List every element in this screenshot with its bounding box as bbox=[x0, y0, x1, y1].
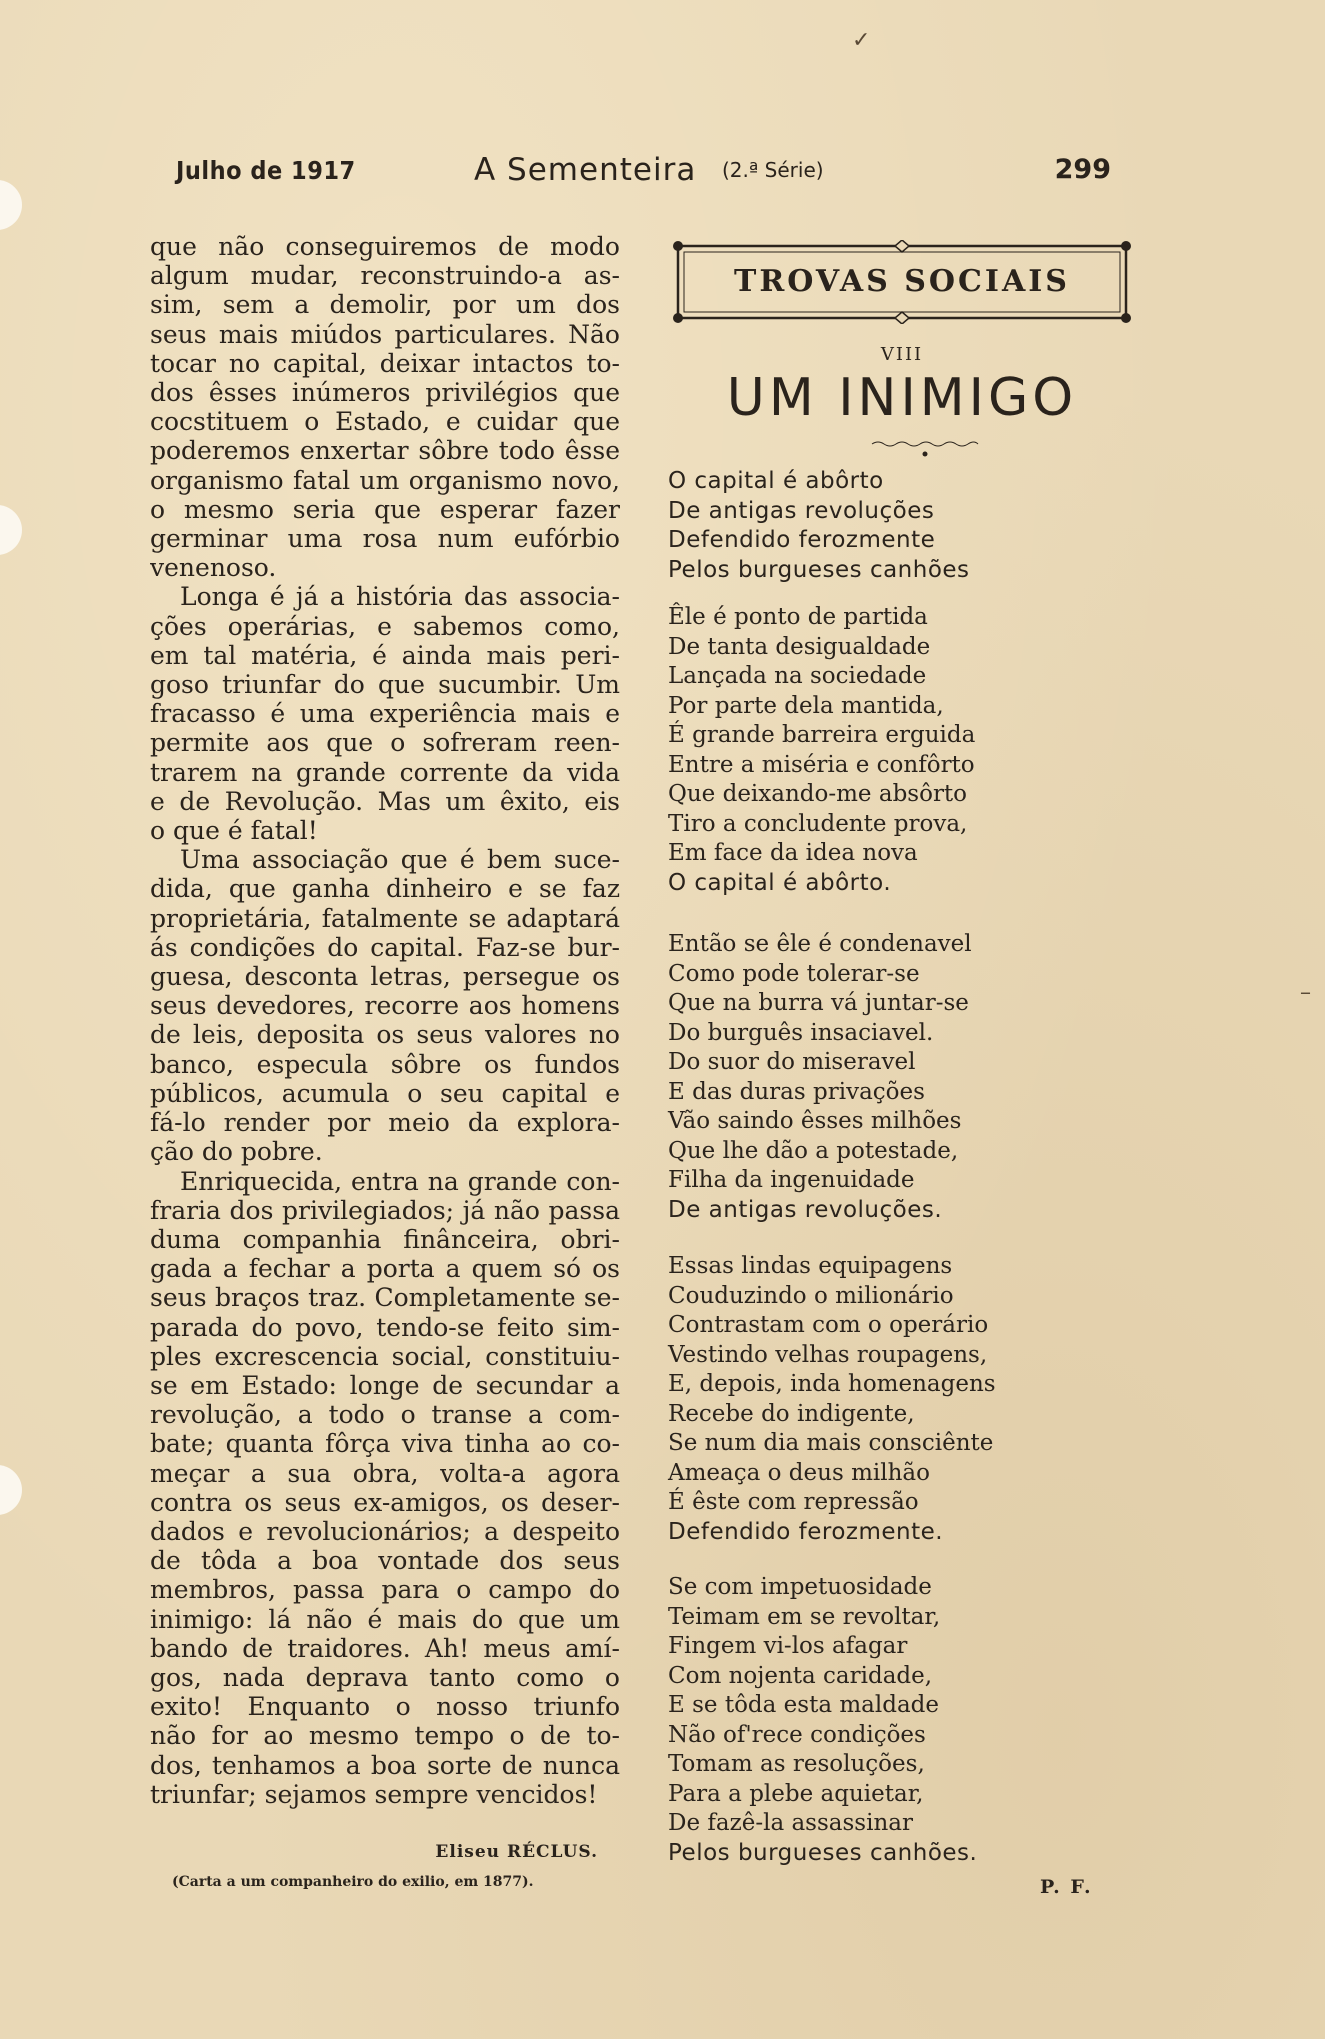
poem-verse: E, depois, inda homenagens bbox=[668, 1371, 996, 1397]
header-title: A Sementeira bbox=[474, 152, 697, 188]
article-paragraph bbox=[150, 232, 620, 582]
article-line: goso triunfar do que sucumbir. Um bbox=[150, 670, 620, 700]
poem-verse: De fazê-la assassinar bbox=[668, 1810, 913, 1836]
article-paragraph bbox=[150, 582, 620, 845]
article-paragraph bbox=[150, 1167, 620, 1809]
article-line: guesa, desconta letras, persegue os bbox=[150, 962, 620, 992]
article-line: de leis, deposita os seus valores no bbox=[150, 1020, 620, 1050]
article-line: não for ao mesmo tempo o de to- bbox=[150, 1721, 620, 1751]
poem-verse: E das duras privações bbox=[668, 1078, 925, 1105]
poem-verse: Essas lindas equipagens bbox=[668, 1253, 953, 1279]
poem-verse: Do suor do miseravel bbox=[668, 1049, 916, 1075]
article-line: tocar no capital, deixar intactos to- bbox=[150, 348, 620, 378]
article-line: gos, nada deprava tanto como o bbox=[150, 1662, 620, 1692]
poem-verse: De antigas revoluções. bbox=[668, 1196, 943, 1223]
poem-title: UM INIMIGO bbox=[726, 368, 1078, 428]
poem-author-initials: P. F. bbox=[1040, 1876, 1093, 1898]
poem-verse: Vestindo velhas roupagens, bbox=[668, 1341, 988, 1368]
article-line: e de Revolução. Mas um êxito, eis bbox=[150, 786, 620, 816]
poem-verse: Vão saindo êsses milhões bbox=[668, 1108, 962, 1134]
header-date: Julho de 1917 bbox=[176, 156, 356, 185]
poem-verse: Tiro a concludente prova, bbox=[668, 810, 968, 837]
article-line: bate; quanta fôrça viva tinha ao co- bbox=[150, 1429, 620, 1459]
article-line: em tal matéria, é ainda mais peri- bbox=[150, 640, 620, 670]
poem-verse: E se tôda esta maldade bbox=[668, 1692, 939, 1718]
article-line: públicos, acumula o seu capital e bbox=[150, 1078, 620, 1108]
poem-verse: Com nojenta caridade, bbox=[668, 1662, 933, 1689]
poem-verse: É grande barreira erguida bbox=[668, 722, 976, 748]
article-line: ples excrescencia social, constituiu- bbox=[150, 1341, 620, 1371]
article-line: parada do povo, tendo-se feito sim- bbox=[150, 1312, 620, 1342]
article-line: seus devedores, recorre aos homens bbox=[150, 991, 620, 1021]
article-line: fá-lo render por meio da explora- bbox=[150, 1108, 620, 1138]
punch-hole bbox=[0, 1465, 22, 1515]
stray-mark: – bbox=[1300, 980, 1311, 1005]
article-line: dida, que ganha dinheiro e se faz bbox=[150, 874, 620, 904]
article-line: ás condições do capital. Faz-se bur- bbox=[150, 932, 620, 962]
section-title: TROVAS SOCIAIS bbox=[734, 264, 1070, 299]
running-header bbox=[176, 152, 1111, 196]
poem-verse: Defendido ferozmente bbox=[668, 527, 936, 553]
poem-verse: Ameaça o deus milhão bbox=[668, 1459, 930, 1486]
article-line: triunfar; sejamos sempre vencidos! bbox=[150, 1779, 598, 1809]
article-line: proprietária, fatalmente se adaptará bbox=[150, 903, 620, 933]
article-line: revolução, a todo o transe a com- bbox=[150, 1400, 620, 1430]
poem-stanza bbox=[668, 930, 1108, 1225]
poem-verse: Do burguês insaciavel. bbox=[668, 1019, 934, 1046]
punch-hole bbox=[0, 505, 22, 555]
article-line: poderemos enxertar sôbre todo êsse bbox=[150, 436, 620, 466]
header-series: (2.ª Série) bbox=[722, 158, 824, 182]
poem-verse: Tomam as resoluções, bbox=[668, 1751, 925, 1777]
article-line: Longa é já a história das associa- bbox=[180, 582, 620, 612]
article-line: ções operárias, e sabemos como, bbox=[150, 611, 620, 641]
poem-verse: Lançada na sociedade bbox=[668, 663, 927, 689]
article-line: gada a fechar a porta a quem só os bbox=[150, 1254, 620, 1284]
poem-verse: Que na burra vá juntar-se bbox=[668, 990, 969, 1016]
article-line: membros, passa para o campo do bbox=[150, 1575, 620, 1605]
footnote: (Carta a um companheiro do exilio, em 1877). bbox=[172, 1874, 534, 1890]
article-line: que não conseguiremos de modo bbox=[150, 232, 620, 261]
article-line: bando de traidores. Ah! meus amí- bbox=[150, 1633, 620, 1663]
author-signature: Eliseu RÉCLUS. bbox=[435, 1842, 598, 1862]
poem-verse: De antigas revoluções bbox=[668, 497, 935, 524]
poem-verse: Filha da ingenuidade bbox=[668, 1167, 915, 1193]
article-column bbox=[150, 232, 620, 1809]
article-line: se em Estado: longe de secundar a bbox=[150, 1370, 620, 1400]
article-line: venenoso. bbox=[150, 553, 277, 583]
poem-verse: Que lhe dão a potestade, bbox=[668, 1137, 959, 1164]
article-line: fracasso é uma experiência mais e bbox=[150, 699, 620, 729]
poem-verse: Entre a miséria e confôrto bbox=[668, 751, 975, 778]
article-line: Uma associação que é bem suce- bbox=[180, 845, 620, 875]
poem-verse: Pelos burgueses canhões bbox=[668, 556, 970, 583]
article-line: algum mudar, reconstruindo-a as- bbox=[150, 261, 620, 291]
poem-stanza bbox=[668, 467, 1108, 585]
article-line: dados e revolucionários; a despeito bbox=[150, 1516, 620, 1546]
poem-verse: Teimam em se revoltar, bbox=[668, 1603, 941, 1630]
poem-verse: Fingem vi-los afagar bbox=[668, 1633, 908, 1659]
article-line: germinar uma rosa num eufórbio bbox=[150, 524, 620, 554]
stray-mark: ✓ bbox=[852, 28, 871, 53]
article-line: dos êsses inúmeros privilégios que bbox=[150, 378, 620, 408]
article-line: exito! Enquanto o nosso triunfo bbox=[150, 1692, 620, 1722]
article-line: duma companhia finânceira, obri- bbox=[150, 1224, 620, 1254]
poem-verse: Contrastam com o operário bbox=[668, 1312, 989, 1338]
ornament-divider-icon bbox=[870, 438, 980, 460]
poem-verse: Por parte dela mantida, bbox=[668, 692, 944, 719]
poem-verse: Se com impetuosidade bbox=[668, 1574, 932, 1600]
article-line: de tôda a boa vontade dos seus bbox=[150, 1546, 620, 1576]
poem-verse: Então se êle é condenavel bbox=[668, 931, 972, 957]
article-line: banco, especula sôbre os fundos bbox=[150, 1049, 620, 1079]
article-line: sim, sem a demolir, por um dos bbox=[150, 290, 620, 320]
poem-verse: Defendido ferozmente. bbox=[668, 1518, 944, 1545]
punch-hole bbox=[0, 180, 22, 230]
article-line: organismo fatal um organismo novo, bbox=[150, 465, 620, 495]
article-line: cocstituem o Estado, e cuidar que bbox=[150, 407, 620, 437]
poem-verse: Como pode tolerar-se bbox=[668, 960, 920, 987]
article-line: seus mais miúdos particulares. Não bbox=[150, 319, 620, 349]
article-line: contra os seus ex-amigos, os deser- bbox=[150, 1487, 620, 1517]
article-line: o que é fatal! bbox=[150, 816, 318, 846]
poem-verse: Se num dia mais consciênte bbox=[668, 1430, 994, 1456]
poem-number: VIII bbox=[880, 344, 924, 365]
section-title-box bbox=[672, 240, 1132, 324]
article-line: trarem na grande corrente da vida bbox=[150, 757, 620, 787]
article-line: o mesmo seria que esperar fazer bbox=[150, 494, 620, 524]
page-number: 299 bbox=[1054, 154, 1111, 185]
poem-verse: É êste com repressão bbox=[668, 1489, 919, 1515]
poem-stanza bbox=[668, 1573, 1108, 1868]
poem-stanza bbox=[668, 603, 1108, 898]
article-line: Enriquecida, entra na grande con- bbox=[180, 1166, 620, 1196]
poem-stanza bbox=[668, 1252, 1108, 1547]
poem-verse: Que deixando-me absôrto bbox=[668, 781, 968, 807]
article-line: dos, tenhamos a boa sorte de nunca bbox=[150, 1750, 620, 1780]
poem-verse: Couduzindo o milionário bbox=[668, 1282, 954, 1309]
poem-verse: Não of'rece condições bbox=[668, 1721, 926, 1748]
article-paragraph bbox=[150, 845, 620, 1166]
article-line: inimigo: lá não é mais do que um bbox=[150, 1604, 620, 1634]
poem-verse: O capital é abôrto. bbox=[668, 869, 892, 896]
poem-verse: Êle é ponto de partida bbox=[668, 604, 928, 630]
article-line: seus braços traz. Completamente se- bbox=[150, 1283, 620, 1313]
poem-verse: Pelos burgueses canhões. bbox=[668, 1839, 978, 1866]
poem-verse: Recebe do indigente, bbox=[668, 1400, 915, 1427]
poem-verse: De tanta desigualdade bbox=[668, 633, 931, 660]
article-line: permite aos que o sofreram reen- bbox=[150, 728, 620, 758]
poem-verse: O capital é abôrto bbox=[668, 468, 884, 494]
poem-verse: Em face da idea nova bbox=[668, 840, 918, 866]
article-line: meçar a sua obra, volta-a agora bbox=[150, 1458, 620, 1488]
article-line: ção do pobre. bbox=[150, 1137, 323, 1167]
poem-verse: Para a plebe aquietar, bbox=[668, 1780, 924, 1807]
article-line: fraria dos privilegiados; já não passa bbox=[150, 1195, 620, 1225]
